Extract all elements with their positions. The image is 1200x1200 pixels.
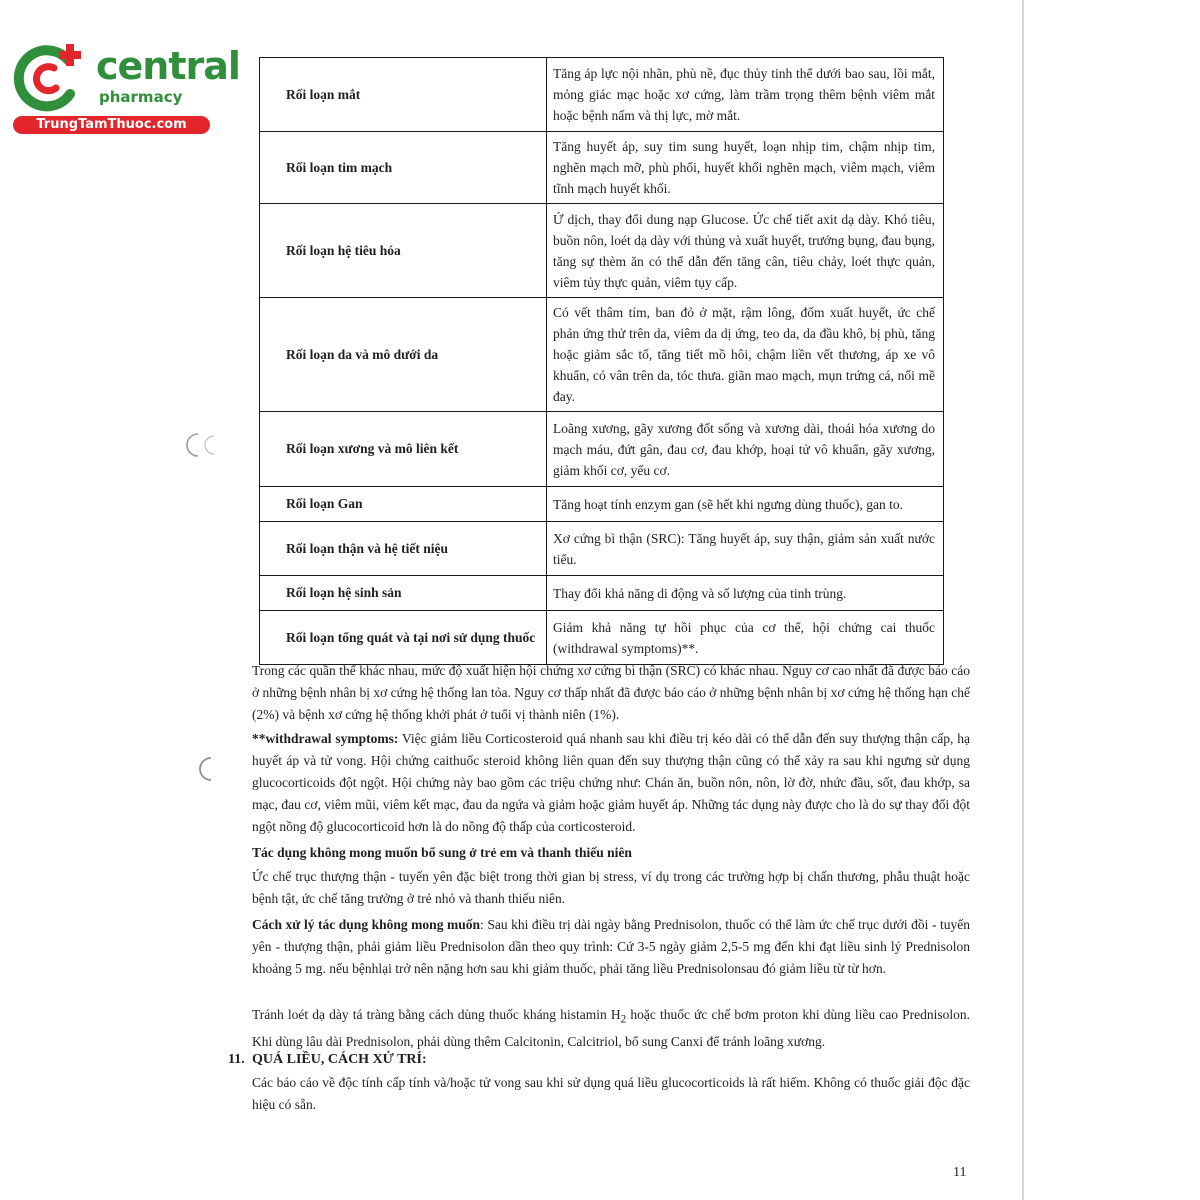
- table-row: [260, 204, 944, 298]
- table-row: [260, 522, 944, 576]
- effect-cell: Có vết thâm tím, ban đỏ ở mặt, rậm lông, đốm xuất huyết, ức chế phản ứng thử trên da, viêm da dị ứng, teo da, da đầu khô, bị phù, tăng hoặc giảm sắc tố, tăng tiết mồ hôi, chậm liền vết thương, áp xe vô khuẩn, có vân trên da, tóc thưa. giãn mao mạch, mụn trứng cá, nổi mề đay.: [547, 298, 944, 412]
- ulcer-paragraph: [252, 1004, 970, 1053]
- page-number: 11: [953, 1165, 967, 1180]
- ulcer-text-before: Tránh loét dạ dày tá tràng bằng cách dùng thuốc kháng histamin H: [252, 1007, 621, 1022]
- children-heading: Tác dụng không mong muốn bổ sung ở trẻ em và thanh thiếu niên: [252, 845, 632, 860]
- adverse-effects-table: [259, 57, 944, 665]
- effect-cell: Tăng hoạt tính enzym gan (sẽ hết khi ngưng dùng thuốc), gan to.: [547, 487, 944, 522]
- organ-cell: Rối loạn hệ sinh sản: [260, 576, 547, 611]
- organ-cell: Rối loạn xương và mô liên kết: [260, 412, 547, 487]
- management-paragraph: [252, 914, 970, 980]
- section-number: 11.: [228, 1052, 245, 1067]
- table-row: [260, 132, 944, 204]
- scan-edge-line: [1022, 0, 1024, 1200]
- table-row: [260, 412, 944, 487]
- organ-cell: Rối loạn tổng quát và tại nơi sử dụng thuốc: [260, 611, 547, 665]
- ulcer-text-after: hoặc thuốc ức chế bơm proton khi dùng liều cao Prednisolon. Khi dùng lâu dài Prednisolon, phải dùng thêm Calcitonin, Calcitriol, bổ sung Canxi để tránh loãng xương.: [252, 1007, 971, 1049]
- logo-brand-text: central: [96, 44, 240, 88]
- organ-cell: Rối loạn da và mô dưới da: [260, 298, 547, 412]
- ulcer-subscript: 2: [620, 1013, 627, 1026]
- table-row: [260, 487, 944, 522]
- pharmacy-cross-icon: [10, 38, 90, 118]
- organ-cell: Rối loạn thận và hệ tiết niệu: [260, 522, 547, 576]
- table-row: [260, 576, 944, 611]
- children-paragraph: [252, 866, 970, 910]
- overdose-paragraph: [252, 1072, 970, 1116]
- withdrawal-paragraph: [252, 728, 970, 838]
- src-paragraph: [252, 660, 970, 726]
- paragraph-text: Các báo cáo về độc tính cấp tính và/hoặc tử vong sau khi sử dụng quá liều glucocorticoids là rất hiếm. Không có thuốc giải độc đặc hiệu có sẵn.: [252, 1075, 970, 1112]
- effect-cell: Tăng huyết áp, suy tim sung huyết, loạn nhịp tim, chậm nhịp tim, nghẽn mạch mỡ, phù phổi, huyết khối nghẽn mạch, viêm mạch, viêm tĩnh mạch huyết khối.: [547, 132, 944, 204]
- management-label: Cách xử lý tác dụng không mong muốn: [252, 917, 481, 932]
- scan-hole-mark: [186, 430, 226, 460]
- withdrawal-label: **withdrawal symptoms:: [252, 731, 399, 746]
- logo-sub-text: pharmacy: [99, 88, 183, 106]
- central-pharmacy-logo[interactable]: [10, 38, 240, 138]
- withdrawal-text: Việc giảm liều Corticosteroid quá nhanh sau khi điều trị kéo dài có thể dẫn đến suy thượng thận cấp, hạ huyết áp và tử vong. Hội chứng caithuốc steroid không liên quan đến suy thượng thận cũng có thể xảy ra sau khi ngưng sử dụng glucocorticoids đột ngột. Hội chứng này bao gồm các triệu chứng như: Chán ăn, buồn nôn, nôn, lờ đờ, nhức đầu, sốt, đau khớp, sa mạc, đau cơ, viêm mũi, viêm kết mạc, đau da ngứa và giảm hoặc giảm huyết áp. Những tác dụng này được cho là do sự thay đổi đột ngột nồng độ glucocorticoid hơn là do nồng độ thấp của corticosteroid.: [252, 731, 970, 834]
- effect-cell: Tăng áp lực nội nhãn, phù nề, đục thủy tinh thể dưới bao sau, lồi mắt, mỏng giác mạc hoặc xơ cứng, làm trầm trọng thêm bệnh viêm mắt hoặc bệnh nấm và thị lực, mờ mắt.: [547, 58, 944, 132]
- section-title: QUÁ LIỀU, CÁCH XỬ TRÍ:: [252, 1052, 427, 1067]
- organ-cell: Rối loạn tim mạch: [260, 132, 547, 204]
- effect-cell: Loãng xương, gãy xương đốt sống và xương dài, thoái hóa xương do mạch máu, đứt gân, đau cơ, đau khớp, hoại tử vô khuẩn, gãy xương, giảm khối cơ, yếu cơ.: [547, 412, 944, 487]
- table-row: [260, 58, 944, 132]
- organ-cell: Rối loạn mắt: [260, 58, 547, 132]
- scan-hole-mark: [197, 754, 221, 784]
- organ-cell: Rối loạn hệ tiêu hóa: [260, 204, 547, 298]
- logo-website-banner[interactable]: TrungTamThuoc.com: [13, 116, 210, 134]
- table-row: [260, 611, 944, 665]
- effect-cell: Thay đổi khả năng di động và số lượng của tinh trùng.: [547, 576, 944, 611]
- paragraph-text: Trong các quần thể khác nhau, mức độ xuất hiện hội chứng xơ cứng bì thận (SRC) có khác nhau. Nguy cơ cao nhất đã được báo cáo ở những bệnh nhân bị xơ cứng hệ thống lan tỏa. Nguy cơ thấp nhất đã được báo cáo ở những bệnh nhân bị xơ cứng hệ thống hạn chế (2%) và bệnh xơ cứng hệ thống khởi phát ở tuổi vị thành niên (1%).: [252, 663, 970, 722]
- effect-cell: Ứ dịch, thay đổi dung nạp Glucose. Ức chế tiết axit dạ dày. Khó tiêu, buồn nôn, loét dạ dày với thủng và xuất huyết, trướng bụng, đau bụng, tăng sự thèm ăn có thể dẫn đến tăng cân, tiêu chảy, loét thực quản, viêm tủy thực quản, viêm tụy cấp.: [547, 204, 944, 298]
- table-row: [260, 298, 944, 412]
- effect-cell: Xơ cứng bì thận (SRC): Tăng huyết áp, suy thận, giảm sản xuất nước tiểu.: [547, 522, 944, 576]
- effect-cell: Giảm khả năng tự hồi phục của cơ thể, hội chứng cai thuốc (withdrawal symptoms)**.: [547, 611, 944, 665]
- organ-cell: Rối loạn Gan: [260, 487, 547, 522]
- paragraph-text: Ức chế trục thượng thận - tuyến yên đặc biệt trong thời gian bị stress, ví dụ trong các trường hợp bị chấn thương, phẫu thuật hoặc bệnh tật, ức chế tăng trưởng ở trẻ nhỏ và thanh thiếu niên.: [252, 869, 970, 906]
- management-text: : Sau khi điều trị dài ngày bằng Prednisolon, thuốc có thể làm ức chế trục dưới đồi - tuyến yên - thượng thận, phải giảm liều Prednisolon dần theo quy trình: Cứ 3-5 ngày giảm 2,5-5 mg đến khi đạt liều sinh lý Prednisolon khoảng 5 mg. nếu bệnhlại trở nên nặng hơn sau khi giảm thuốc, phải tăng liều Prednisolonsau đó giảm liều từ từ hơn.: [252, 917, 971, 976]
